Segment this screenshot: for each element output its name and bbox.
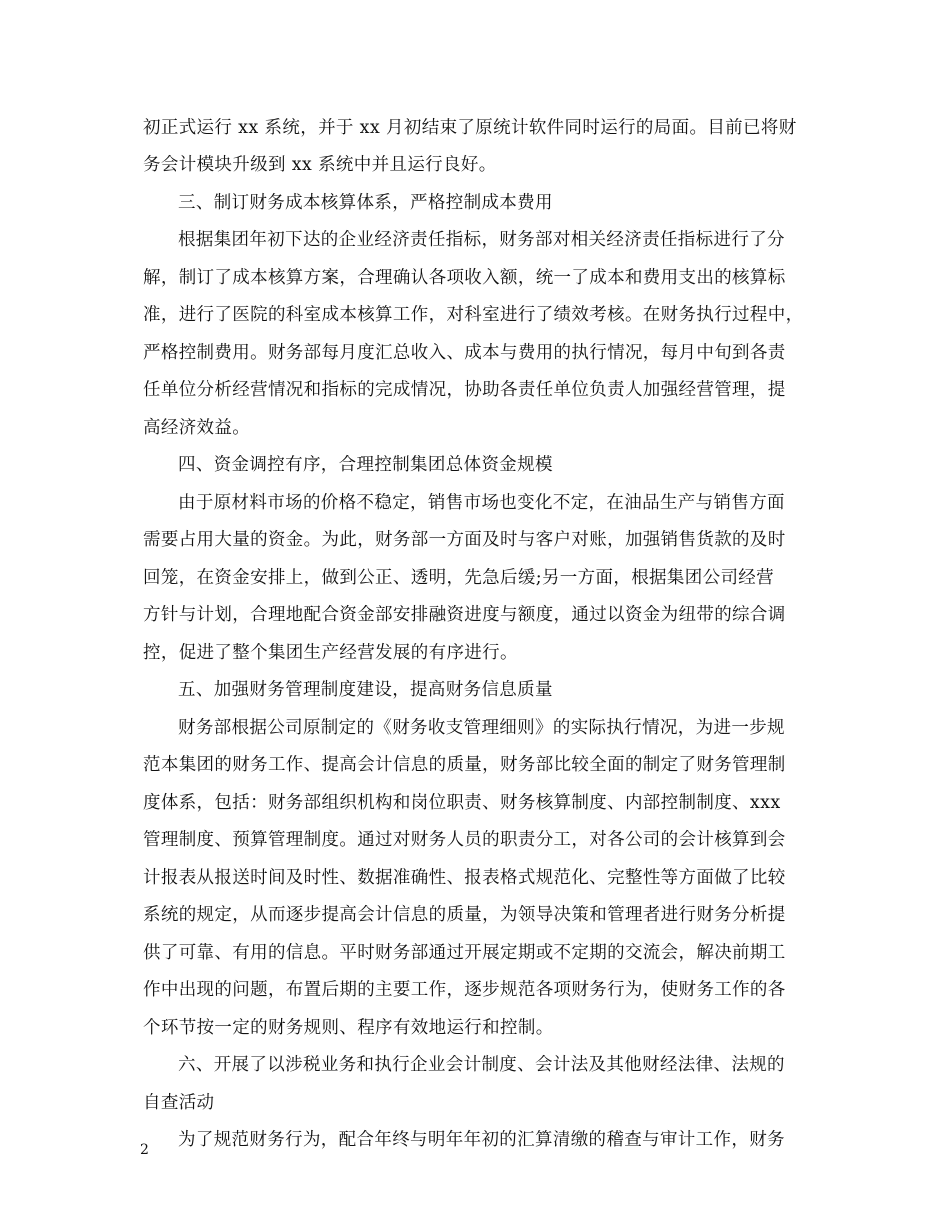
body-text-line: 根据集团年初下达的企业经济责任指标，财务部对相关经济责任指标进行了分 bbox=[178, 230, 785, 250]
body-text-line: 控，促进了整个集团生产经营发展的有序进行。 bbox=[143, 643, 518, 663]
body-text-line: 供了可靠、有用的信息。平时财务部通过开展定期或不定期的交流会，解决前期工 bbox=[143, 943, 786, 963]
body-text-line: 解，制订了成本核算方案，合理确认各项收入额，统一了成本和费用支出的核算标 bbox=[143, 268, 786, 288]
body-text-line: 需要占用大量的资金。为此，财务部一方面及时与客户对账，加强销售货款的及时 bbox=[143, 530, 786, 550]
page-number: 2 bbox=[140, 1142, 149, 1158]
body-text-line: 高经济效益。 bbox=[143, 418, 251, 438]
body-text-line: 管理制度、预算管理制度。通过对财务人员的职责分工，对各公司的会计核算到会 bbox=[143, 830, 786, 850]
section-heading: 五、加强财务管理制度建设，提高财务信息质量 bbox=[178, 680, 553, 700]
body-text-line: 财务部根据公司原制定的《财务收支管理细则》的实际执行情况，为进一步规 bbox=[178, 718, 785, 738]
body-text-line: 范本集团的财务工作、提高会计信息的质量，财务部比较全面的制定了财务管理制 bbox=[143, 755, 786, 775]
section-heading: 三、制订财务成本核算体系，严格控制成本费用 bbox=[178, 193, 553, 213]
body-text-line: 由于原材料市场的价格不稳定，销售市场也变化不定，在油品生产与销售方面 bbox=[178, 493, 785, 513]
body-text-line: 方针与计划，合理地配合资金部安排融资进度与额度，通过以资金为纽带的综合调 bbox=[143, 605, 786, 625]
body-text-line: 回笼，在资金安排上，做到公正、透明，先急后缓;另一方面，根据集团公司经营 bbox=[143, 568, 774, 588]
body-text-line: 个环节按一定的财务规则、程序有效地运行和控制。 bbox=[143, 1018, 554, 1038]
body-text-line: 务会计模块升级到 xx 系统中并且运行良好。 bbox=[143, 155, 497, 175]
section-heading: 六、开展了以涉税业务和执行企业会计制度、会计法及其他财经法律、法规的 bbox=[178, 1055, 785, 1075]
body-text-line: 任单位分析经营情况和指标的完成情况，协助各责任单位负责人加强经营管理，提 bbox=[143, 380, 786, 400]
section-heading: 四、资金调控有序，合理控制集团总体资金规模 bbox=[178, 455, 553, 475]
body-text-line: 系统的规定，从而逐步提高会计信息的质量，为领导决策和管理者进行财务分析提 bbox=[143, 905, 786, 925]
section-heading-continuation: 自查活动 bbox=[143, 1093, 215, 1113]
body-text-line: 准，进行了医院的科室成本核算工作，对科室进行了绩效考核。在财务执行过程中， bbox=[143, 305, 804, 325]
body-text-line: 为了规范财务行为，配合年终与明年年初的汇算清缴的稽查与审计工作，财务 bbox=[178, 1130, 785, 1150]
body-text-line: 计报表从报送时间及时性、数据准确性、报表格式规范化、完整性等方面做了比较 bbox=[143, 868, 786, 888]
body-text-line: 初正式运行 xx 系统，并于 xx 月初结束了原统计软件同时运行的局面。目前已将财 bbox=[143, 118, 797, 138]
body-text-line: 严格控制费用。财务部每月度汇总收入、成本与费用的执行情况，每月中旬到各责 bbox=[143, 343, 786, 363]
body-text-line: 作中出现的问题，布置后期的主要工作，逐步规范各项财务行为，使财务工作的各 bbox=[143, 980, 786, 1000]
body-text-line: 度体系，包括：财务部组织机构和岗位职责、财务核算制度、内部控制制度、xxx bbox=[143, 793, 781, 813]
